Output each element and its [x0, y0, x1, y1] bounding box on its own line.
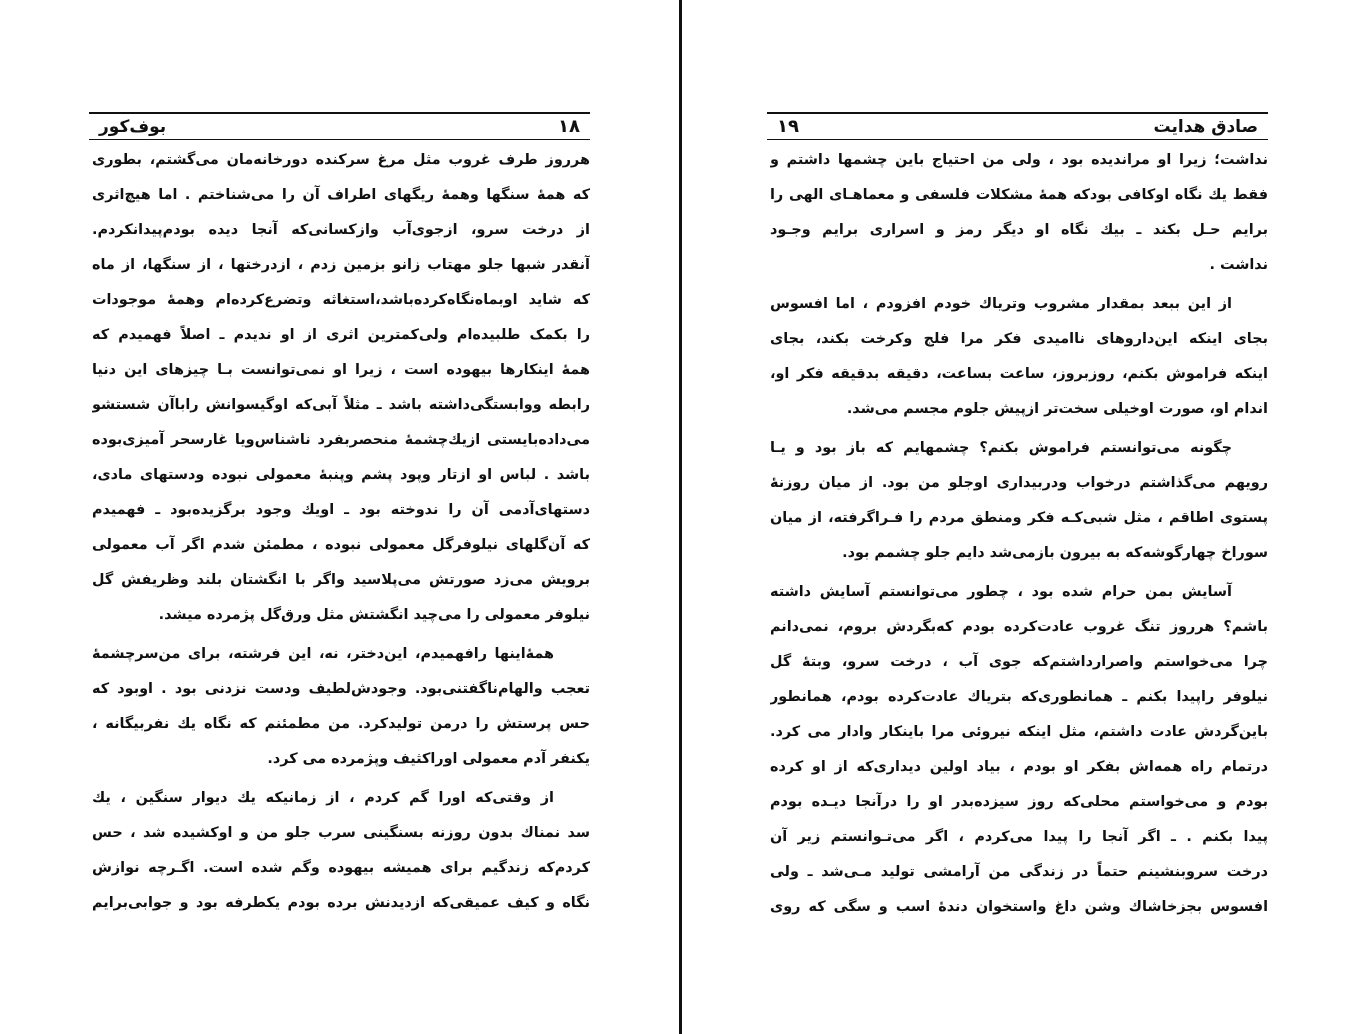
text-line: از این ببعد بمقدار مشروب وتریاك خودم افزودم ، اما افسوس — [770, 296, 1232, 312]
running-title: صادق هدایت — [1153, 116, 1258, 137]
page-body — [92, 143, 590, 921]
running-title: بوف‌کور — [99, 116, 167, 137]
text-line: فقط یك نگاه اوکافی بودکه همهٔ مشکلات فلسفی و معماهـای الهی را — [770, 187, 1268, 203]
text-line: را بکمک طلبیده‌ام ولی‌کمترین اثری از او ندیدم ـ اصلاً فهمیدم که — [92, 327, 590, 343]
text-line: کردم‌که زندگیم برای همیشه بیهوده وگم شده است. اگـرچه نوازش — [92, 860, 590, 876]
page-header — [767, 112, 1268, 140]
text-line: رویهم می‌گذاشتم درخواب ودربیداری اوجلو من بود. از میان روزنهٔ — [770, 475, 1268, 491]
text-line: یکنفر آدم معمولی اوراکثیف وپژمرده می کرد. — [267, 751, 590, 767]
text-line: درخت سروبنشینم حتماً در زندگی من آرامشی تولید مـی‌شد ـ ولی — [770, 864, 1268, 880]
text-line: دستهای‌آدمی آن را ندوخته بود ـ اویك وجود برگزیده‌بود ـ فهمیدم — [92, 502, 590, 518]
text-line: پستوی اطاقم ، مثل شبی‌کـه فکر ومنطق مردم را فـراگرفته، از میان — [770, 510, 1268, 526]
text-line: همهٔ اینکارها بیهوده است ، زیرا او نمی‌توانست بـا چیزهای این دنیا — [92, 362, 590, 378]
text-line: باین‌گردش عادت داشتم، مثل اینکه نیروئی مرا باینکار وادار می کرد. — [770, 724, 1268, 740]
text-line: پیدا بکنم . ـ اگر آنجا را پیدا می‌کردم ، اگر می‌تـوانستم زیر آن — [770, 829, 1268, 845]
page-body — [770, 143, 1268, 925]
text-line: اینکه فراموش بکنم، روزبروز، ساعت بساعت، دقیقه بدقیقه فکر او، — [770, 366, 1268, 382]
text-line: هرروز طرف غروب مثل مرغ سرکنده دورخانه‌مان می‌گشتم، بطوری — [92, 152, 590, 168]
text-line: که آن‌گلهای نیلوفرگل معمولی نبوده ، مطمئن شدم اگر آب معمولی — [92, 537, 590, 553]
right-page — [770, 0, 1268, 1034]
text-line: سوراخ چهارگوشه‌که به بیرون بازمی‌شد دایم جلو چشمم بود. — [842, 545, 1268, 561]
text-line: نداشت؛ زیرا او مراندیده بود ، ولی من احتیاج باین چشمها داشتم و — [770, 152, 1268, 168]
text-line: حس پرستش را درمن تولیدکرد. من مطمئنم که نگاه یك نفربیگانه ، — [92, 716, 590, 732]
text-line: چگونه می‌توانستم فراموش بکنم؟ چشمهایم که باز بود و یـا — [770, 440, 1232, 456]
page-header — [89, 112, 590, 140]
text-line: می‌داده‌بایستی ازیك‌چشمهٔ منحصربفرد ناشناس‌ویا غارسحر آمیزی‌بوده — [92, 432, 590, 448]
text-line: سد نمناك بدون روزنه بسنگینی سرب جلو من و اوکشیده شد ، حس — [92, 825, 590, 841]
text-line: رابطه ووابستگی‌داشته باشد ـ مثلاً آبی‌که اوگیسوانش رابا‌آن شستشو — [92, 397, 590, 413]
text-line: که شاید اوبماه‌نگاه‌کرده‌باشد،استغاثه وتضرع‌کرده‌ام وهمهٔ موجودات — [92, 292, 590, 308]
text-line: باشم؟ هرروز تنگ غروب عادت‌کرده بودم که‌بگردش بروم، نمی‌دانم — [770, 619, 1268, 635]
text-line: آنقدر شبها جلو مهتاب زانو بزمین زدم ، ازدرختها ، از سنگها، از ماه — [92, 257, 590, 273]
text-line: نداشت . — [1209, 257, 1268, 273]
page-number: ۱۸ — [558, 116, 580, 137]
text-line: تعجب والهام‌ناگفتنی‌بود. وجودش‌لطیف ودست نزدنی بود . اوبود که — [92, 681, 590, 697]
text-line: درتمام راه همه‌اش بفکر او بودم ، بیاد اولین دیداری‌که از او کرده — [770, 759, 1268, 775]
book-spine — [679, 0, 682, 1034]
text-line: همهٔ‌اینها رافهمیدم، این‌دختر، نه، این فرشته، برای من‌سرچشمهٔ — [92, 646, 554, 662]
page-number: ۱۹ — [777, 116, 799, 137]
left-page — [92, 0, 590, 1034]
text-line: که همهٔ سنگها وهمهٔ ریگهای اطراف آن را می‌شناختم . اما هیچ‌اثری — [92, 187, 590, 203]
text-line: برویش می‌زد صورتش می‌پلاسید واگر با انگشتان بلند وظریفش گل — [92, 572, 590, 588]
text-line: نیلوفر راپیدا بکنم ـ همانطوری‌که بتریاك عادت‌کرده بودم، همانطور — [770, 689, 1268, 705]
text-line: باشد . لباس او ازتار وپود پشم وپنبهٔ معمولی نبوده ودستهای مادی، — [92, 467, 590, 483]
text-line: نیلوفر معمولی را می‌چید انگشتش مثل ورق‌گل پژمرده میشد. — [158, 607, 590, 623]
text-line: از وقتی‌که اورا گم کردم ، از زمانیکه یك دیوار سنگین ، یك — [92, 790, 554, 806]
text-line: برایم حـل بکند ـ بیك نگاه او دیگر رمز و اسراری برایم وجـود — [770, 222, 1268, 238]
text-line: نگاه و کیف عمیقی‌که ازدیدنش برده بودم یکطرفه بود و جوابی‌برایم — [92, 895, 590, 911]
text-line: از درخت سرو، ازجوی‌آب وازکسانی‌که آنجا دیده بودم‌پیدانکردم. — [92, 222, 590, 238]
text-line: اندام او، صورت اوخیلی سخت‌تر ازپیش جلوم مجسم می‌شد. — [846, 401, 1268, 417]
text-line: بجای اینکه این‌داروهای ناامیدی فکر مرا فلج وکرخت بکند، بجای — [770, 331, 1268, 347]
text-line: افسوس بجزخاشاك وشن داغ واستخوان دندهٔ اسب و سگی که روی — [770, 899, 1268, 915]
text-line: چرا می‌خواستم واصرارداشتم‌که جوی آب ، درخت سرو، وبتهٔ گل — [770, 654, 1268, 670]
text-line: آسایش بمن حرام شده بود ، چطور می‌توانستم آسایش داشته — [770, 584, 1232, 600]
text-line: بودم و می‌خواستم محلی‌که روز سیزده‌بدر او را درآنجا دیـده بودم — [770, 794, 1268, 810]
